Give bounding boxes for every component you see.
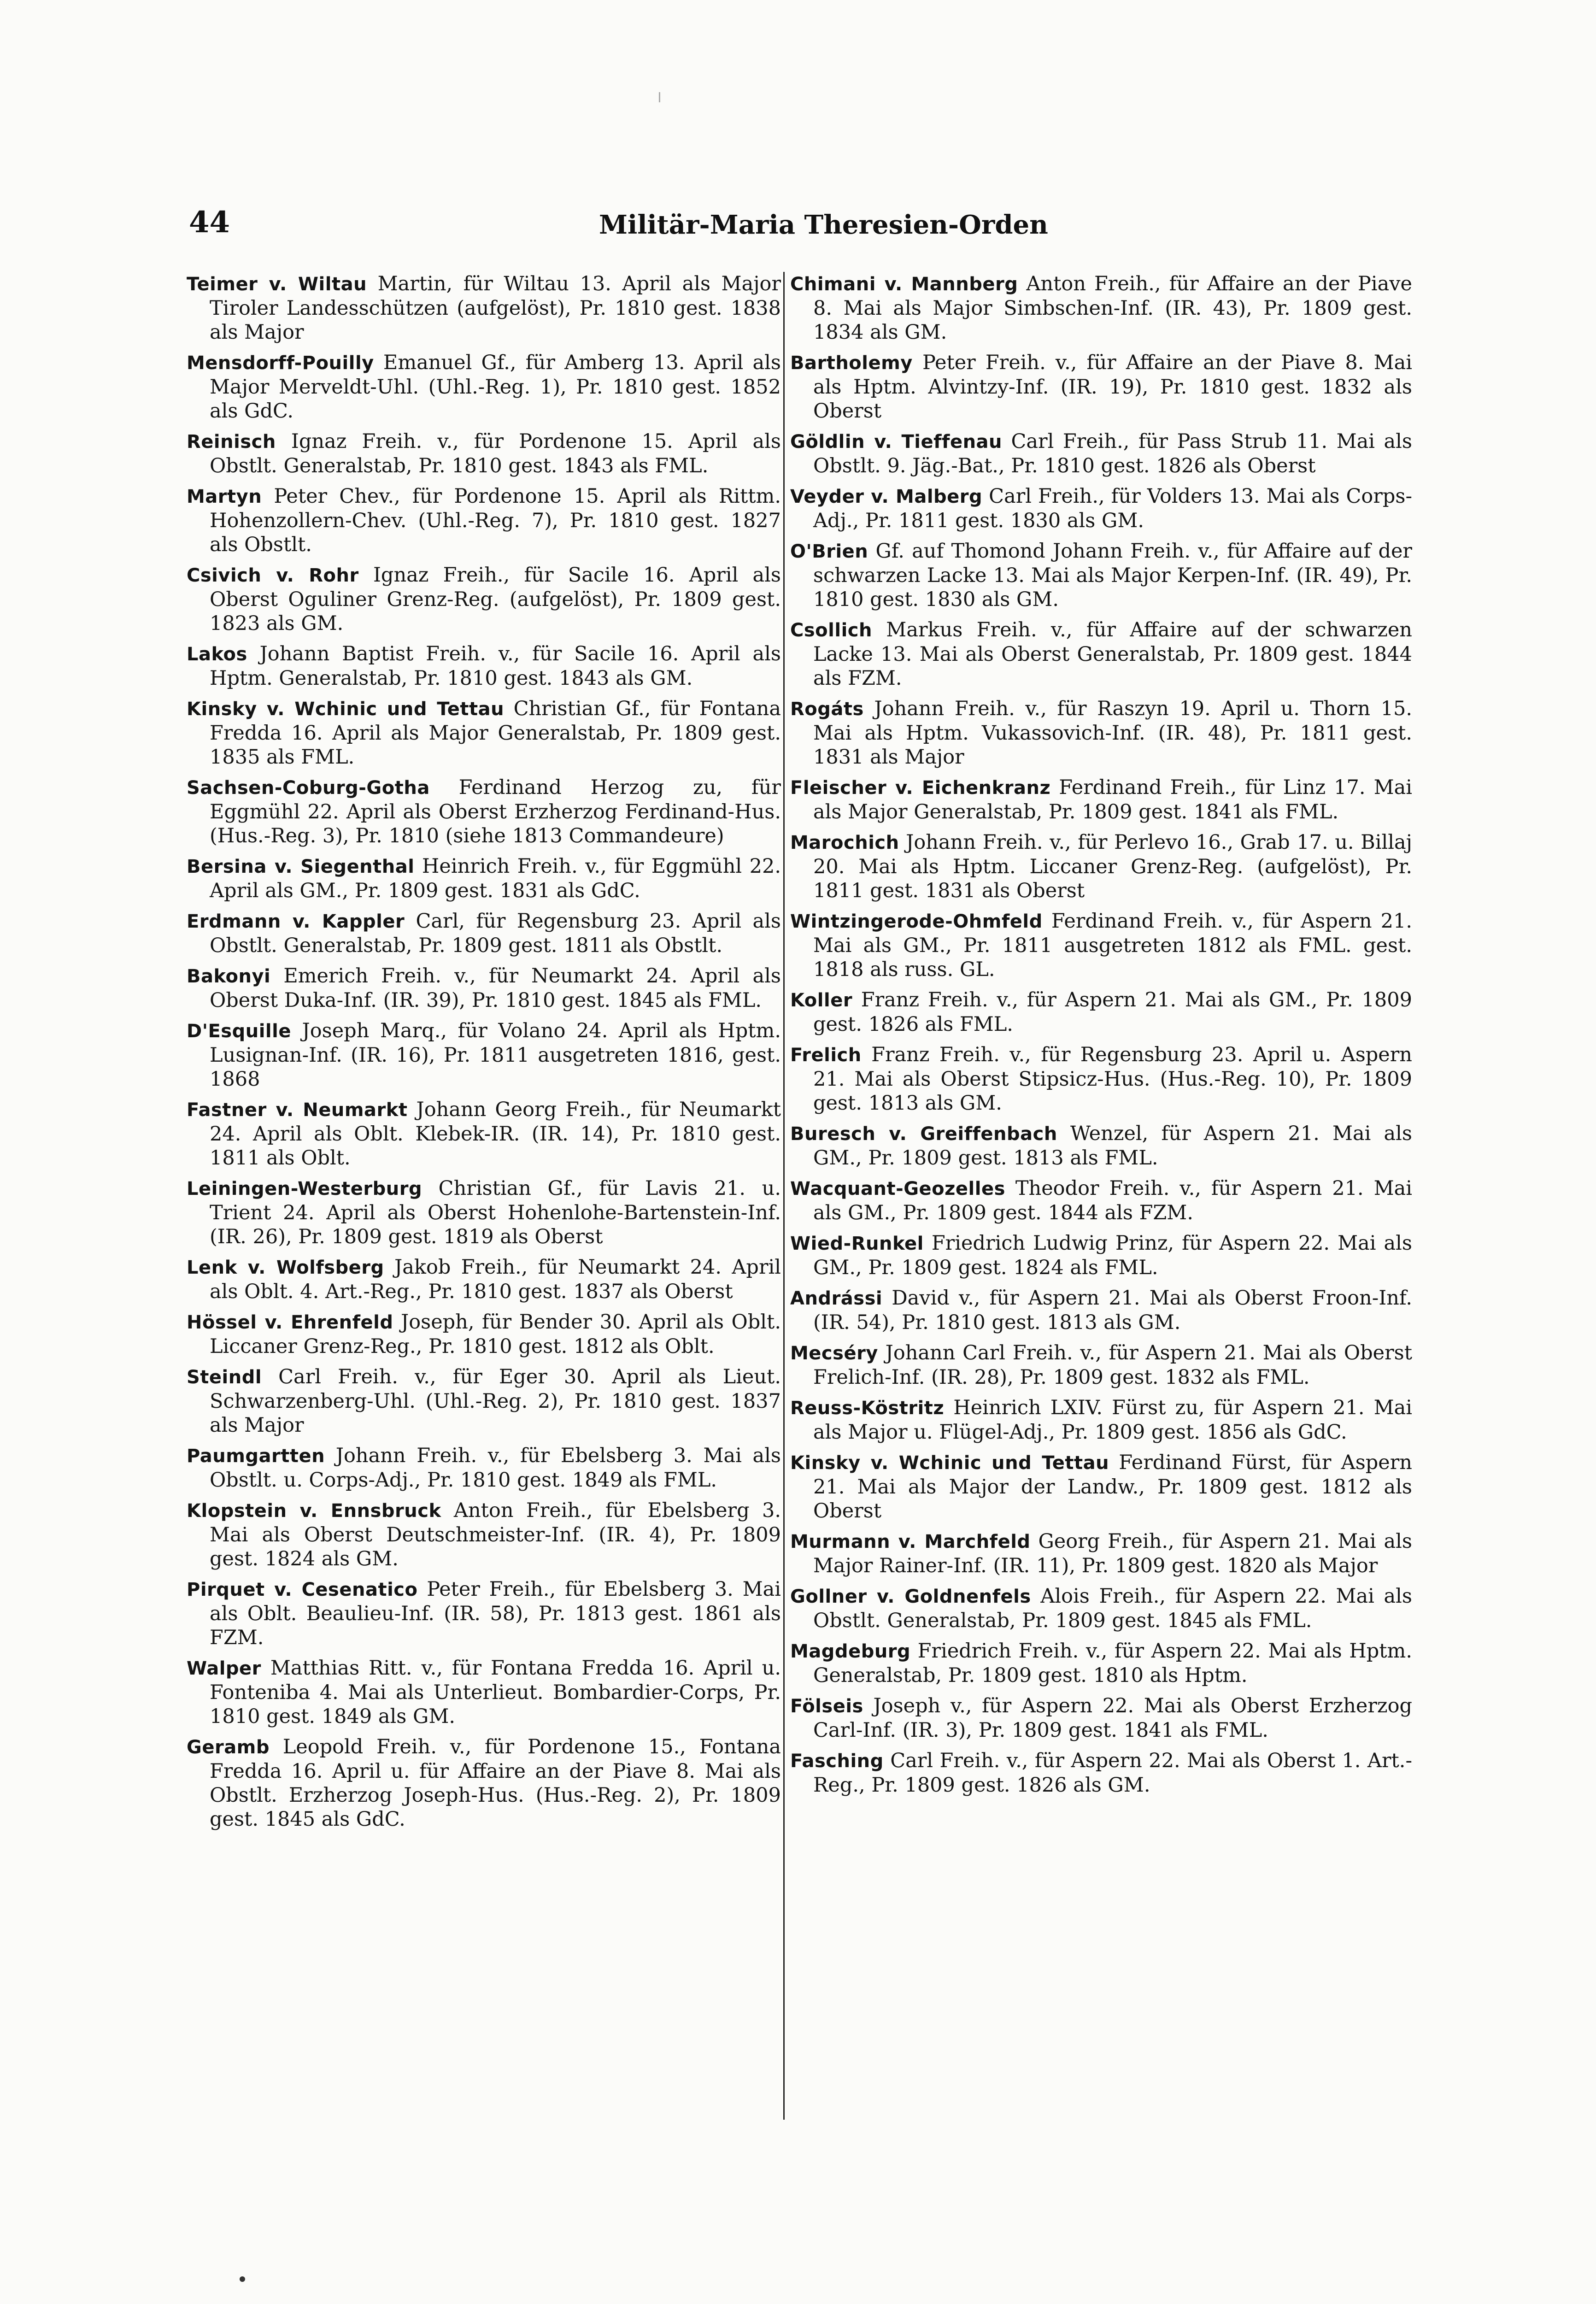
entry-name: Teimer v. Wiltau [187, 274, 367, 295]
entry-name: Wied-Runkel [790, 1233, 924, 1254]
entry-text: Johann Freih. v., für Ebelsberg 3. Mai als Obstlt. u. Corps-Adj., Pr. 1810 gest. 1849 als FML. [210, 1444, 781, 1492]
register-entry [790, 539, 1412, 611]
entry-name: Klopstein v. Ennsbruck [187, 1500, 441, 1522]
entry-text: Georg Freih., für Aspern 21. Mai als Major Rainer-Inf. (IR. 11), Pr. 1809 gest. 1820 als Major [813, 1530, 1412, 1577]
register-entry [187, 563, 781, 635]
register-entry [790, 1584, 1412, 1633]
entry-name: Reinisch [187, 431, 276, 453]
entry-text: Ignaz Freih. v., für Pordenone 15. April als Obstlt. Generalstab, Pr. 1810 gest. 1843 als FML. [210, 430, 781, 477]
right-column [790, 272, 1412, 2299]
entry-text: Ignaz Freih., für Sacile 16. April als Oberst Oguliner Grenz-Reg. (aufgelöst), Pr. 1809 gest. 1823 als GM. [210, 564, 781, 635]
register-entry [187, 1176, 781, 1249]
register-entry [187, 964, 781, 1012]
entry-name: Wintzingerode-Ohmfeld [790, 911, 1043, 932]
entry-name: Fasching [790, 1751, 884, 1772]
entry-text: Franz Freih. v., für Aspern 21. Mai als GM., Pr. 1809 gest. 1826 als FML. [813, 988, 1412, 1036]
register-entry [790, 1529, 1412, 1578]
entry-text: Alois Freih., für Aspern 22. Mai als Obstlt. Generalstab, Pr. 1809 gest. 1845 als FML. [813, 1585, 1412, 1632]
entry-text: Friedrich Ludwig Prinz, für Aspern 22. Mai als GM., Pr. 1809 gest. 1824 als FML. [813, 1232, 1412, 1279]
entry-name: Bersina v. Siegenthal [187, 856, 415, 877]
register-entry [790, 484, 1412, 533]
scan-dot [240, 2276, 245, 2282]
page-number: 44 [189, 205, 230, 240]
register-entry [187, 1656, 781, 1728]
register-entry [187, 854, 781, 903]
running-title: Militär-Maria Theresien-Orden [599, 210, 1048, 240]
entry-name: Lenk v. Wolfsberg [187, 1257, 384, 1278]
register-entry [187, 272, 781, 344]
entry-name: Lakos [187, 644, 247, 665]
entry-name: Leiningen-Westerburg [187, 1178, 422, 1199]
entry-text: Christian Gf., für Lavis 21. u. Trient 24. April als Oberst Hohenlohe-Bartenstein-Inf. (IR. 26), Pr. 1809 gest. 1819 als Oberst [210, 1177, 781, 1248]
entry-text: Christian Gf., für Fontana Fredda 16. April als Major Generalstab, Pr. 1809 gest. 1835 als FML. [210, 697, 781, 769]
entry-text: Emanuel Gf., für Amberg 13. April als Major Merveldt-Uhl. (Uhl.-Reg. 1), Pr. 1810 gest. 1852 als GdC. [210, 351, 781, 423]
register-entry [187, 1310, 781, 1358]
entry-text: Jakob Freih., für Neumarkt 24. April als Oblt. 4. Art.-Reg., Pr. 1810 gest. 1837 als Oberst [210, 1256, 781, 1303]
entry-name: Koller [790, 990, 853, 1011]
scan-mark [659, 92, 660, 102]
register-entry [187, 697, 781, 769]
register-entry [790, 1043, 1412, 1115]
register-entry [790, 351, 1412, 423]
register-entry [187, 642, 781, 690]
entry-text: Gf. auf Thomond Johann Freih. v., für Affaire auf der schwarzen Lacke 13. Mai als Major Kerpen-Inf. (IR. 49), Pr. 1810 gest. 1830 als GM. [813, 540, 1412, 611]
register-entry [790, 1396, 1412, 1444]
entry-name: Bakonyi [187, 966, 271, 987]
entry-text: Heinrich Freih. v., für Eggmühl 22. April als GM., Pr. 1809 gest. 1831 als GdC. [210, 855, 781, 902]
register-entry [790, 1694, 1412, 1742]
entry-text: Heinrich LXIV. Fürst zu, für Aspern 21. Mai als Major u. Flügel-Adj., Pr. 1809 gest. 1856 als GdC. [813, 1396, 1412, 1444]
entry-name: Marochich [790, 832, 899, 853]
register-entry [187, 909, 781, 958]
entry-name: Reuss-Köstritz [790, 1398, 945, 1419]
register-entry [187, 1577, 781, 1650]
entry-text: Carl Freih. v., für Eger 30. April als Lieut. Schwarzenberg-Uhl. (Uhl.-Reg. 2), Pr. 1810 gest. 1837 als Major [210, 1365, 781, 1437]
register-entry [790, 1286, 1412, 1334]
entry-text: Johann Carl Freih. v., für Aspern 21. Mai als Oberst Frelich-Inf. (IR. 28), Pr. 1809 gest. 1832 als FML. [813, 1341, 1412, 1389]
entry-name: Rogáts [790, 699, 864, 720]
entry-text: Carl, für Regensburg 23. April als Obstlt. Generalstab, Pr. 1809 gest. 1811 als Obstlt. [210, 910, 781, 957]
entry-text: Joseph v., für Aspern 22. Mai als Oberst Erzherzog Carl-Inf. (IR. 3), Pr. 1809 gest. 1841 als FML. [813, 1694, 1412, 1742]
entry-name: Kinsky v. Wchinic und Tettau [187, 699, 505, 720]
entry-name: D'Esquille [187, 1021, 291, 1042]
register-entry [790, 909, 1412, 982]
entry-name: Martyn [187, 486, 262, 507]
entry-name: Gollner v. Goldnenfels [790, 1586, 1031, 1607]
register-entry [790, 830, 1412, 903]
entry-text: Peter Chev., für Pordenone 15. April als Rittm. Hohenzollern-Chev. (Uhl.-Reg. 7), Pr. 1810 gest. 1827 als Obstlt. [210, 485, 781, 556]
register-entry [187, 1019, 781, 1091]
entry-name: Erdmann v. Kappler [187, 911, 405, 932]
entry-text: Ferdinand Freih., für Linz 17. Mai als Major Generalstab, Pr. 1809 gest. 1841 als FML. [813, 776, 1412, 823]
entry-text: Joseph, für Bender 30. April als Oblt. Liccaner Grenz-Reg., Pr. 1810 gest. 1812 als Oblt. [210, 1311, 781, 1358]
register-entry [790, 1176, 1412, 1225]
entry-text: Franz Freih. v., für Regensburg 23. April u. Aspern 21. Mai als Oberst Stipsicz-Hus. (Hus.-Reg. 10), Pr. 1809 gest. 1813 als GM. [813, 1043, 1412, 1115]
entry-text: Ferdinand Fürst, für Aspern 21. Mai als Major der Landw., Pr. 1809 gest. 1812 als Oberst [813, 1451, 1412, 1522]
entry-name: Hössel v. Ehrenfeld [187, 1312, 393, 1333]
register-entry [187, 1735, 781, 1831]
register-entry [790, 1451, 1412, 1523]
register-entry [790, 776, 1412, 824]
entry-name: Mensdorff-Pouilly [187, 353, 374, 374]
entry-name: Veyder v. Malberg [790, 486, 983, 507]
entry-text: Ferdinand Herzog zu, für Eggmühl 22. April als Oberst Erzherzog Ferdinand-Hus. (Hus.-Reg. 3), Pr. 1810 (siehe 1813 Commandeure) [210, 776, 781, 847]
entry-text: Ferdinand Freih. v., für Aspern 21. Mai als GM., Pr. 1811 ausgetreten 1812 als FML. gest. 1818 als russ. GL. [813, 910, 1412, 981]
entry-text: Martin, für Wiltau 13. April als Major Tiroler Landesschützen (aufgelöst), Pr. 1810 gest. 1838 als Major [210, 272, 781, 344]
left-column [187, 272, 781, 2299]
entry-text: Carl Freih. v., für Aspern 22. Mai als Oberst 1. Art.-Reg., Pr. 1809 gest. 1826 als GM. [813, 1749, 1412, 1797]
register-entry [187, 1255, 781, 1304]
entry-text: Joseph Marq., für Volano 24. April als Hptm. Lusignan-Inf. (IR. 16), Pr. 1811 ausgetreten 1816, gest. 1868 [210, 1019, 781, 1091]
entry-name: O'Brien [790, 541, 868, 562]
entry-name: Steindl [187, 1367, 262, 1388]
register-entry [790, 1341, 1412, 1389]
register-entry [187, 429, 781, 478]
entry-name: Bartholemy [790, 353, 913, 374]
entry-name: Fastner v. Neumarkt [187, 1099, 408, 1121]
entry-text: Theodor Freih. v., für Aspern 21. Mai als GM., Pr. 1809 gest. 1844 als FZM. [813, 1177, 1412, 1224]
entry-name: Kinsky v. Wchinic und Tettau [790, 1452, 1109, 1474]
entry-name: Fleischer v. Eichenkranz [790, 777, 1051, 799]
entry-text: Carl Freih., für Pass Strub 11. Mai als Obstlt. 9. Jäg.-Bat., Pr. 1810 gest. 1826 als Oberst [813, 430, 1412, 477]
entry-name: Buresch v. Greiffenbach [790, 1123, 1057, 1145]
entry-text: Carl Freih., für Volders 13. Mai als Corps-Adj., Pr. 1811 gest. 1830 als GM. [813, 485, 1412, 532]
entry-text: Johann Baptist Freih. v., für Sacile 16. April als Hptm. Generalstab, Pr. 1810 gest. 1843 als GM. [210, 642, 781, 690]
entry-name: Göldlin v. Tieffenau [790, 431, 1003, 453]
entry-text: Anton Freih., für Ebelsberg 3. Mai als Oberst Deutschmeister-Inf. (IR. 4), Pr. 1809 gest. 1824 als GM. [210, 1499, 781, 1570]
entry-name: Frelich [790, 1045, 862, 1066]
column-divider [783, 272, 785, 2120]
register-entry [790, 429, 1412, 478]
register-entry [790, 1122, 1412, 1170]
entry-name: Mecséry [790, 1343, 878, 1364]
entry-name: Csivich v. Rohr [187, 565, 359, 586]
register-entry [790, 1231, 1412, 1280]
entry-name: Paumgartten [187, 1446, 325, 1467]
entry-name: Magdeburg [790, 1641, 911, 1662]
register-entry [790, 1749, 1412, 1797]
register-entry [187, 484, 781, 557]
register-entry [187, 1499, 781, 1571]
entry-text: Anton Freih., für Affaire an der Piave 8. Mai als Major Simbschen-Inf. (IR. 43), Pr. 1809 gest. 1834 als GM. [813, 272, 1412, 344]
entry-name: Sachsen-Coburg-Gotha [187, 777, 430, 799]
register-entry [187, 776, 781, 848]
entry-text: David v., für Aspern 21. Mai als Oberst Froon-Inf. (IR. 54), Pr. 1810 gest. 1813 als GM. [813, 1287, 1412, 1334]
entry-name: Fölseis [790, 1696, 863, 1717]
entry-text: Johann Freih. v., für Perlevo 16., Grab 17. u. Billaj 20. Mai als Hptm. Liccaner Grenz-Reg. (aufgelöst), Pr. 1811 gest. 1831 als Oberst [813, 831, 1412, 902]
entry-name: Walper [187, 1658, 261, 1679]
entry-text: Johann Freih. v., für Raszyn 19. April u. Thorn 15. Mai als Hptm. Vukassovich-Inf. (IR. 48), Pr. 1811 gest. 1831 als Major [813, 697, 1412, 769]
entry-text: Matthias Ritt. v., für Fontana Fredda 16. April u. Fonteniba 4. Mai als Unterlieut. Bombardier-Corps, Pr. 1810 gest. 1849 als GM. [210, 1657, 781, 1728]
entry-text: Friedrich Freih. v., für Aspern 22. Mai als Hptm. Generalstab, Pr. 1809 gest. 1810 als Hptm. [813, 1640, 1412, 1687]
entry-text: Leopold Freih. v., für Pordenone 15., Fontana Fredda 16. April u. für Affaire an der Piave 8. Mai als Obstlt. Erzherzog Joseph-Hus. (Hus.-Reg. 2), Pr. 1809 gest. 1845 als GdC. [210, 1735, 781, 1831]
entry-name: Murmann v. Marchfeld [790, 1531, 1031, 1552]
register-entry [187, 1365, 781, 1437]
entry-name: Andrássi [790, 1288, 883, 1309]
register-entry [790, 272, 1412, 344]
entry-name: Wacquant-Geozelles [790, 1178, 1005, 1199]
entry-text: Wenzel, für Aspern 21. Mai als GM., Pr. 1809 gest. 1813 als FML. [813, 1122, 1412, 1170]
register-entry [790, 1639, 1412, 1687]
entry-name: Geramb [187, 1737, 270, 1758]
entry-name: Pirquet v. Cesenatico [187, 1579, 418, 1600]
register-entry [187, 351, 781, 423]
register-entry [187, 1098, 781, 1170]
entry-text: Emerich Freih. v., für Neumarkt 24. April als Oberst Duka-Inf. (IR. 39), Pr. 1810 gest. 1845 als FML. [210, 964, 781, 1012]
entry-name: Chimani v. Mannberg [790, 274, 1018, 295]
register-entry [790, 988, 1412, 1036]
entry-text: Markus Freih. v., für Affaire auf der schwarzen Lacke 13. Mai als Oberst Generalstab, Pr. 1809 gest. 1844 als FZM. [813, 618, 1412, 690]
entry-text: Peter Freih. v., für Affaire an der Piave 8. Mai als Hptm. Alvintzy-Inf. (IR. 19), Pr. 1810 gest. 1832 als Oberst [813, 351, 1412, 423]
register-entry [790, 618, 1412, 690]
register-entry [790, 697, 1412, 769]
entry-text: Peter Freih., für Ebelsberg 3. Mai als Oblt. Beaulieu-Inf. (IR. 58), Pr. 1813 gest. 1861 als FZM. [210, 1578, 781, 1649]
entry-name: Csollich [790, 620, 872, 641]
entry-text: Johann Georg Freih., für Neumarkt 24. April als Oblt. Klebek-IR. (IR. 14), Pr. 1810 gest. 1811 als Oblt. [210, 1098, 781, 1170]
register-entry [187, 1444, 781, 1492]
